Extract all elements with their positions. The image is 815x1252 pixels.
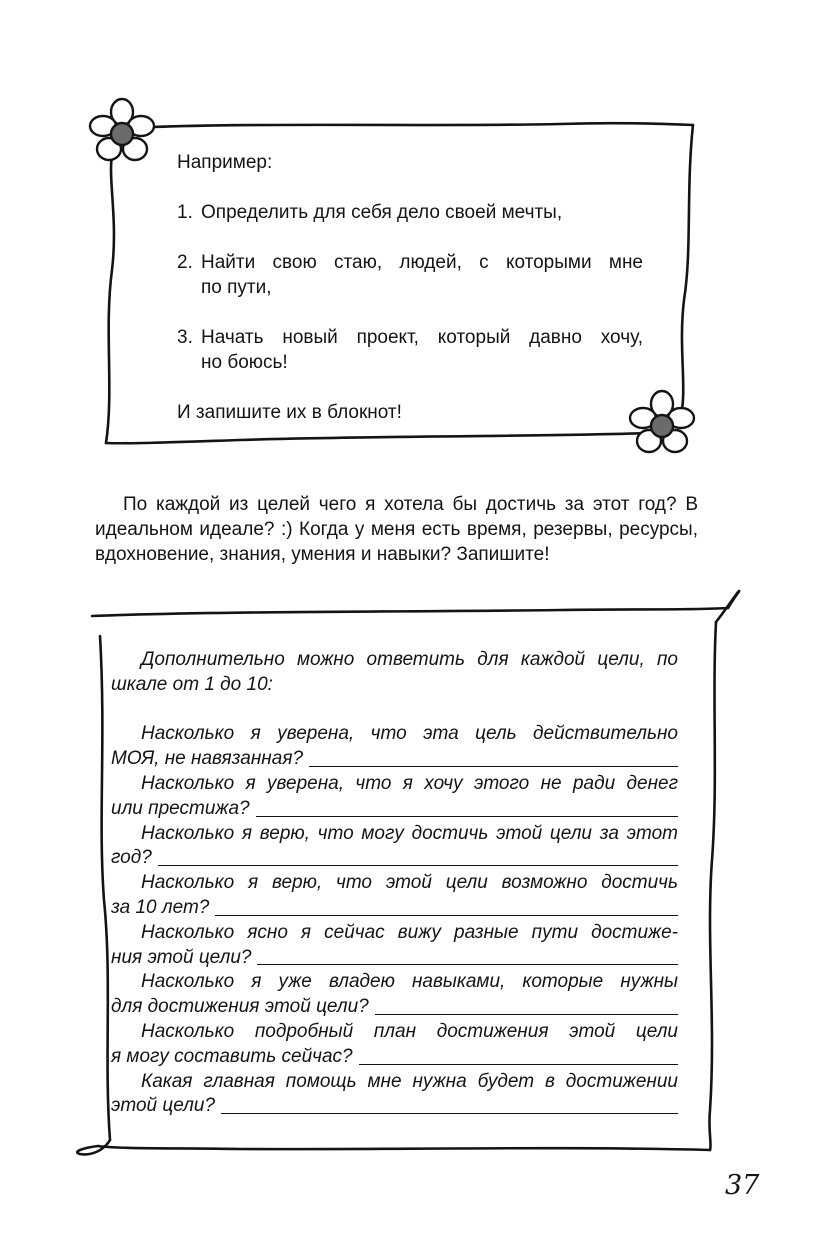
example-item-2	[177, 250, 643, 300]
question-text-end: ния этой цели?	[111, 946, 252, 968]
question-text: Насколько ясно я сейчас вижу разные пути достиже-	[141, 921, 678, 943]
answer-line[interactable]	[256, 816, 678, 817]
item-number: 3.	[177, 327, 193, 348]
question-text-end: этой цели?	[111, 1095, 216, 1117]
question-text-end: за 10 лет?	[111, 896, 210, 918]
frame2-top-loop	[716, 591, 739, 622]
example-item-3	[177, 325, 643, 375]
item-text: Найти свою стаю, людей, с которыми мне	[201, 252, 643, 273]
frame2-top	[92, 608, 728, 616]
answer-line[interactable]	[221, 1113, 678, 1114]
question-text: Насколько я верю, что этой цели возможно достичь	[141, 872, 678, 894]
frame2-right	[709, 622, 716, 1150]
answer-line[interactable]	[359, 1064, 678, 1065]
question-item	[111, 1020, 678, 1070]
answer-line[interactable]	[375, 1014, 678, 1015]
item-number: 2.	[177, 252, 193, 273]
item-text-continued: по пути,	[201, 277, 272, 298]
question-text: Насколько я уже владею навыками, которые нужны	[141, 971, 678, 993]
flower-icon-top-left	[90, 99, 154, 160]
question-item	[111, 822, 678, 872]
question-list	[111, 722, 678, 1119]
page-number: 37	[725, 1170, 760, 1201]
frame2-left	[100, 636, 110, 1140]
questionnaire-box	[111, 648, 678, 1119]
question-text: Насколько я уверена, что я хочу этого не ради денег	[141, 772, 678, 794]
frame1-left	[106, 155, 114, 443]
question-text-end: МОЯ, не навязанная?	[111, 748, 304, 770]
question-item	[111, 970, 678, 1020]
question-item	[111, 1070, 678, 1120]
item-text-continued: но боюсь!	[201, 352, 288, 373]
item-number: 1.	[177, 202, 193, 223]
question-text-end: или престижа?	[111, 797, 250, 819]
example-box	[177, 150, 643, 425]
answer-line[interactable]	[257, 964, 678, 965]
question-text: Насколько я верю, что могу достичь этой цели за этот	[141, 822, 678, 844]
question-item	[111, 772, 678, 822]
question-item	[111, 871, 678, 921]
item-text: Определить для себя дело своей мечты,	[201, 202, 563, 223]
frame1-top	[128, 123, 693, 128]
questionnaire-intro: Дополнительно можно ответить для каждой цели, по шкале от 1 до 10:	[111, 649, 678, 695]
example-intro: Например:	[177, 152, 273, 173]
answer-line[interactable]	[309, 766, 678, 767]
frame1-bottom	[106, 433, 650, 443]
frame2-bottom-loop	[77, 1140, 110, 1154]
question-text: Насколько подробный план достижения этой цели	[141, 1020, 678, 1042]
question-text-end: я могу составить сейчас?	[111, 1045, 353, 1067]
frame2-bottom	[98, 1146, 710, 1150]
question-item	[111, 722, 678, 772]
answer-line[interactable]	[215, 915, 678, 916]
question-text-end: год?	[111, 847, 152, 869]
example-outro: И запишите их в блокнот!	[177, 402, 402, 423]
question-text: Насколько я уверена, что эта цель действительно	[141, 723, 678, 745]
answer-line[interactable]	[158, 865, 678, 866]
item-text: Начать новый проект, который давно хочу,	[201, 327, 643, 348]
question-text-end: для достижения этой цели?	[111, 996, 369, 1018]
frame1-right	[680, 125, 693, 420]
question-text: Какая главная помощь мне нужна будет в достижении	[141, 1070, 678, 1092]
example-item-1	[177, 200, 643, 225]
body-paragraph: По каждой из целей чего я хотела бы достичь за этот год? В идеальном идеале? :) Когда у меня есть время, резервы, ресурсы, вдохновение, знания, умения и навыки? Запишите!	[95, 494, 698, 565]
question-item	[111, 921, 678, 971]
